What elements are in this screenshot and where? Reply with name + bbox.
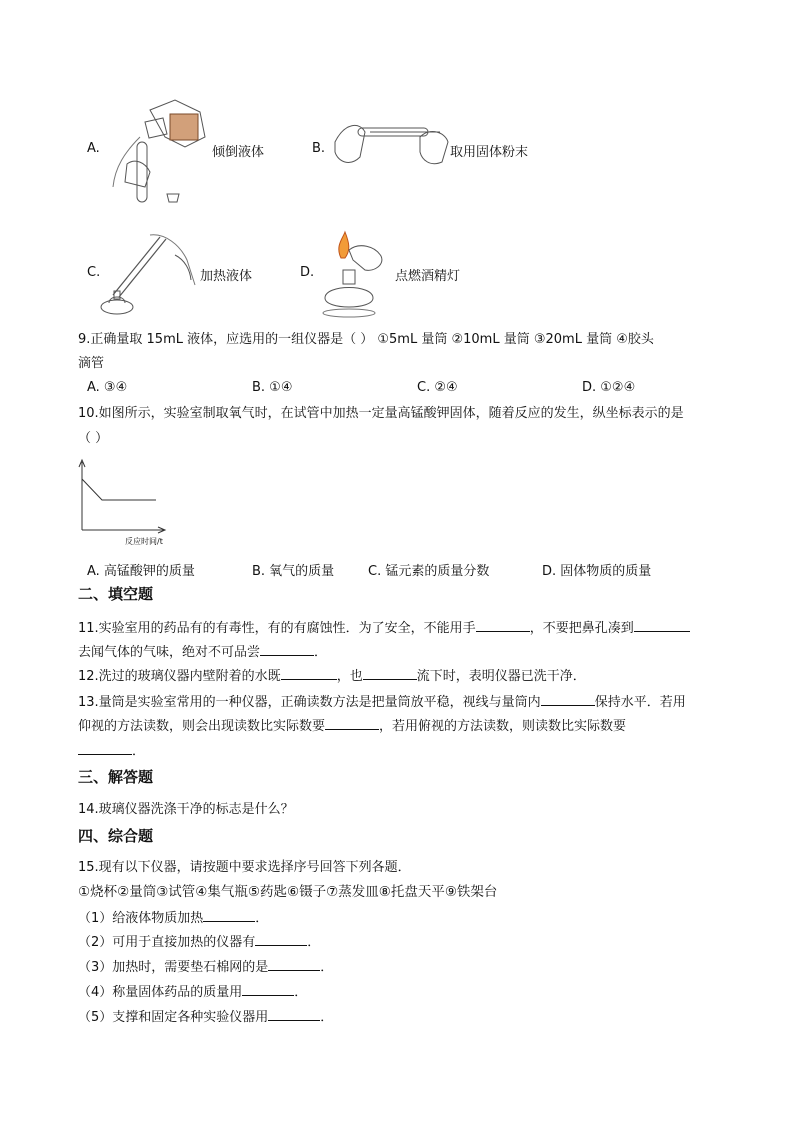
q10-option-c: C. 锰元素的质量分数 [368, 564, 490, 579]
option-d-letter: D. [300, 265, 315, 280]
q15-blank-1[interactable] [203, 909, 255, 922]
q9-option-a: A. ③④ [87, 380, 128, 395]
q15-item-5-text: （5）支撑和固定各种实验仪器用 [78, 1010, 269, 1025]
q14-line: 14.玻璃仪器洗涤干净的标志是什么？ [78, 802, 294, 817]
q10-option-a: A. 高锰酸钾的质量 [87, 564, 195, 579]
q15-item-1-end: ． [255, 911, 269, 926]
option-b-text: 取用固体粉末 [450, 145, 529, 160]
q9-option-c: C. ②④ [417, 380, 458, 395]
q9-option-b: B. ①④ [252, 380, 293, 395]
q15-item-1-text: （1）给液体物质加热 [78, 911, 204, 926]
option-c-letter: C. [87, 265, 101, 280]
q13-text-a: 13.量筒是实验室常用的一种仪器，正确读数方法是把量筒放平稳，视线与量筒内 [78, 695, 541, 710]
q12-text-a: 12.洗过的玻璃仪器内壁附着的水既 [78, 669, 281, 684]
q15-blank-5[interactable] [268, 1008, 320, 1021]
q15-item-2-end: ． [307, 935, 321, 950]
q10-line2: （ ） [78, 431, 109, 446]
q11-text-end: ． [314, 645, 328, 660]
q15-item-1 [78, 909, 268, 928]
q15-item-4 [78, 983, 307, 1002]
q15-intro: 15.现有以下仪器，请按题中要求选择序号回答下列各题． [78, 860, 411, 875]
q13-text-d: ，若用俯视的方法读数，则读数比实际数要 [379, 719, 627, 734]
q11-line2 [78, 643, 327, 662]
q13-line1 [78, 693, 686, 712]
q15-blank-3[interactable] [268, 958, 320, 971]
option-d-text: 点燃酒精灯 [395, 269, 461, 284]
q10-option-b: B. 氧气的质量 [252, 564, 335, 579]
q11-line1 [78, 619, 690, 638]
q13-text-e: ． [132, 744, 146, 759]
q15-item-4-end: ． [294, 985, 308, 1000]
q12-text-b: ，也 [336, 669, 363, 684]
section-fill-title: 二、填空题 [78, 585, 154, 603]
q11-text-c: 去闻气体的气味，绝对不可品尝 [78, 645, 261, 660]
q15-item-3-text: （3）加热时，需要垫石棉网的是 [78, 960, 269, 975]
option-c-text: 加热液体 [200, 269, 253, 284]
q12-blank-2[interactable] [363, 667, 417, 680]
q11-blank-1[interactable] [476, 619, 530, 632]
q15-item-2 [78, 933, 320, 952]
q12-line [78, 667, 586, 686]
q9-option-d: D. ①②④ [582, 380, 636, 395]
q13-blank-1[interactable] [541, 693, 595, 706]
q13-text-c: 仰视的方法读数，则会出现读数比实际数要 [78, 719, 326, 734]
q15-item-2-text: （2）可用于直接加热的仪器有 [78, 935, 256, 950]
option-b-letter: B. [312, 141, 326, 156]
lighting-alcohol-lamp-illustration [315, 228, 395, 320]
q12-text-c: 流下时，表明仪器已洗干净． [416, 669, 586, 684]
q10-option-d: D. 固体物质的质量 [542, 564, 652, 579]
q15-item-4-text: （4）称量固体药品的质量用 [78, 985, 243, 1000]
pouring-liquid-illustration [105, 92, 215, 212]
q13-text-b: 保持水平．若用 [594, 695, 686, 710]
q10-line1: 10.如图所示，实验室制取氧气时，在试管中加热一定量高锰酸钾固体，随着反应的发生，纵坐标表示的是 [78, 406, 684, 421]
section-comprehensive-title: 四、综合题 [78, 827, 154, 845]
q13-blank-3[interactable] [78, 742, 132, 755]
q10-graph [72, 460, 172, 540]
option-a-letter: A. [87, 141, 100, 156]
q9-line2: 滴管 [78, 356, 105, 371]
q15-instrument-list: ①烧杯②量筒③试管④集气瓶⑤药匙⑥镊子⑦蒸发皿⑧托盘天平⑨铁架台 [78, 884, 498, 900]
graph-line [82, 479, 156, 500]
q11-blank-3[interactable] [260, 643, 314, 656]
heating-liquid-illustration [95, 225, 205, 320]
q11-text-b: ，不要把鼻孔凑到 [529, 621, 634, 636]
q15-item-5-end: ． [320, 1010, 334, 1025]
q15-blank-2[interactable] [255, 933, 307, 946]
q15-item-5 [78, 1008, 333, 1027]
q13-line3 [78, 742, 145, 761]
q15-item-3 [78, 958, 333, 977]
section-answer-title: 三、解答题 [78, 768, 154, 786]
q12-blank-1[interactable] [281, 667, 337, 680]
q13-line2 [78, 717, 626, 736]
q9-line1: 9.正确量取 15mL 液体，应选用的一组仪器是（ ） ①5mL 量筒 ②10mL 量筒 ③20mL 量筒 ④胶头 [78, 332, 654, 347]
q11-text-a: 11.实验室用的药品有的有毒性，有的有腐蚀性．为了安全，不能用手 [78, 621, 476, 636]
q15-item-3-end: ． [320, 960, 334, 975]
q13-blank-2[interactable] [325, 717, 379, 730]
option-a-text: 倾倒液体 [212, 145, 265, 160]
powder-spatula-illustration [330, 112, 450, 172]
q15-blank-4[interactable] [242, 983, 294, 996]
q11-blank-2[interactable] [634, 619, 690, 632]
x-axis-label: 反应时间/t [125, 537, 163, 546]
